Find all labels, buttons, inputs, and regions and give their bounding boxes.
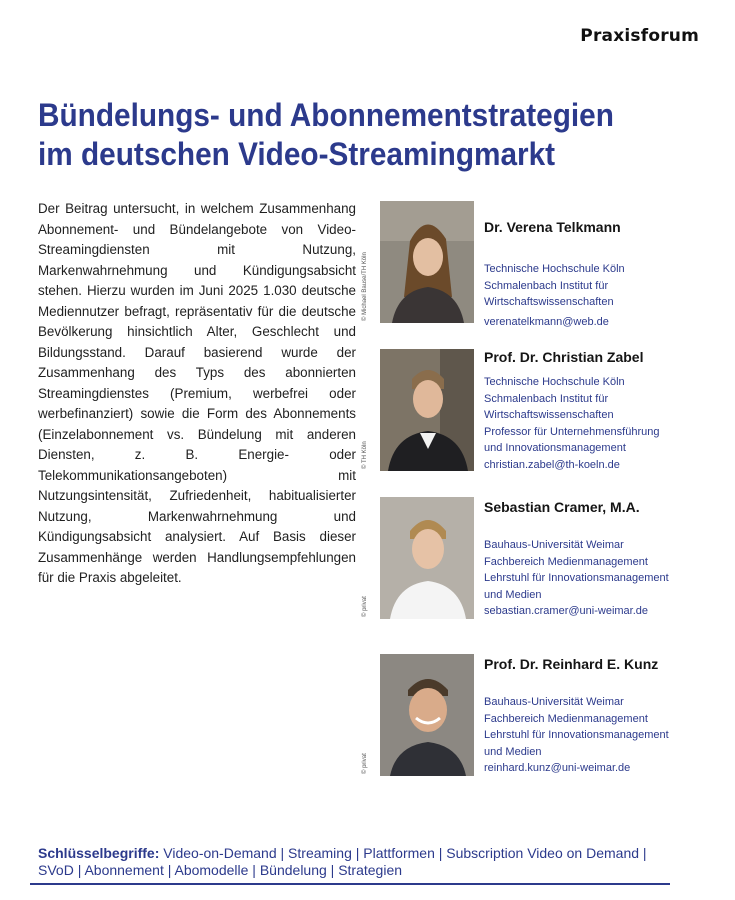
affiliation-line: Schmalenbach Institut für	[484, 279, 609, 292]
affiliation-line: und Innovationsmanagement	[484, 442, 626, 454]
affiliation-line: Wirtschaftswissenschaften	[484, 296, 614, 308]
author-name: Dr. Verena Telkmann	[484, 219, 621, 235]
affiliation-line: Fachbereich Medienmanagement	[484, 555, 648, 568]
author-email[interactable]: sebastian.cramer@uni-weimar.de	[484, 605, 649, 617]
author-name: Prof. Dr. Reinhard E. Kunz	[484, 656, 659, 672]
section-label: Praxisforum	[580, 26, 699, 46]
affiliation-line: Technische Hochschule Köln	[484, 376, 625, 388]
author-email[interactable]: verenatelkmann@web.de	[484, 315, 609, 328]
bottom-divider	[30, 883, 670, 885]
photo-credit: © TH Köln	[362, 441, 368, 469]
photo-credit: © Michael Bause/TH Köln	[362, 252, 368, 321]
author-affiliation	[484, 261, 704, 330]
affiliation-line: und Medien	[484, 588, 542, 601]
author-email[interactable]: reinhard.kunz@uni-weimar.de	[484, 762, 631, 774]
affiliation-line: Technische Hochschule Köln	[484, 263, 625, 275]
affiliation-line: Wirtschaftswissenschaften	[484, 409, 614, 421]
author-affiliation	[484, 537, 704, 620]
author-block-3	[362, 497, 700, 621]
portrait-image	[380, 497, 474, 619]
author-block-1	[362, 201, 700, 328]
author-affiliation	[484, 694, 704, 777]
affiliation-line: Schmalenbach Institut für	[484, 392, 609, 405]
affiliation-line: Bauhaus-Universität Weimar	[484, 696, 624, 708]
article-title	[38, 96, 652, 174]
affiliation-line: Lehrstuhl für Innovationsmanagement	[484, 572, 669, 584]
affiliation-line: Bauhaus-Universität Weimar	[484, 539, 624, 551]
portrait-image	[380, 201, 474, 323]
author-photo	[362, 201, 474, 323]
affiliation-line: Fachbereich Medienmanagement	[484, 712, 648, 725]
affiliation-line: Lehrstuhl für Innovationsmanagement	[484, 729, 669, 741]
author-block-4	[362, 654, 700, 778]
author-photo	[362, 497, 474, 619]
keywords	[38, 845, 658, 879]
photo-credit: © privat	[362, 753, 368, 774]
author-block-2	[362, 349, 700, 473]
keywords-text: Video-on-Demand | Streaming | Plattformen | Subscription Video on Demand | SVoD | Abonnement | Abomodelle | Bündelung | Strategien	[38, 845, 647, 878]
author-photo	[362, 654, 474, 776]
author-name: Sebastian Cramer, M.A.	[484, 499, 640, 515]
title-line-1: Bündelungs- und Abonnementstrategien	[38, 97, 614, 133]
author-affiliation	[484, 374, 704, 473]
portrait-image	[380, 349, 474, 471]
abstract-text: Der Beitrag untersucht, in welchem Zusammenhang Abonnement- und Bündelangebote von Video-Streamingdiensten mit Nutzung, Markenwahrnehmung und Kündigungsabsicht stehen. Hierzu wurden im Juni 2025 1.030 deutsche Mediennutzer befragt, repräsentativ für die deutsche Bevölkerung hinsichtlich Alter, Geschlecht und Bildungsstand. Darauf basierend wurde der Zusammenhang des Typs des abonnierten Streamingdienstes (Premium, werbefrei oder werbefinanziert) sowie die Form des Abonnements (Einzelabonnement vs. Bündelung mit anderen Diensten, z. B. Energie- oder Telekommunikationsangeboten) mit Nutzungsintensität, Zufriedenheit, habitualisierter Nutzung, Markenwahrnehmung und Kündigungsabsicht analysiert. Auf Basis dieser Zusammenhänge werden Handlungsempfehlungen für die Praxis abgeleitet.	[38, 201, 356, 585]
portrait-image	[380, 654, 474, 776]
affiliation-line: Professor für Unternehmensführung	[484, 425, 660, 438]
affiliation-line: und Medien	[484, 745, 542, 758]
author-email[interactable]: christian.zabel@th-koeln.de	[484, 458, 620, 471]
keywords-label: Schlüsselbegriffe:	[38, 845, 160, 861]
author-name: Prof. Dr. Christian Zabel	[484, 349, 644, 365]
author-photo	[362, 349, 474, 471]
title-line-2: im deutschen Video-Streamingmarkt	[38, 136, 556, 172]
photo-credit: © privat	[362, 596, 368, 617]
